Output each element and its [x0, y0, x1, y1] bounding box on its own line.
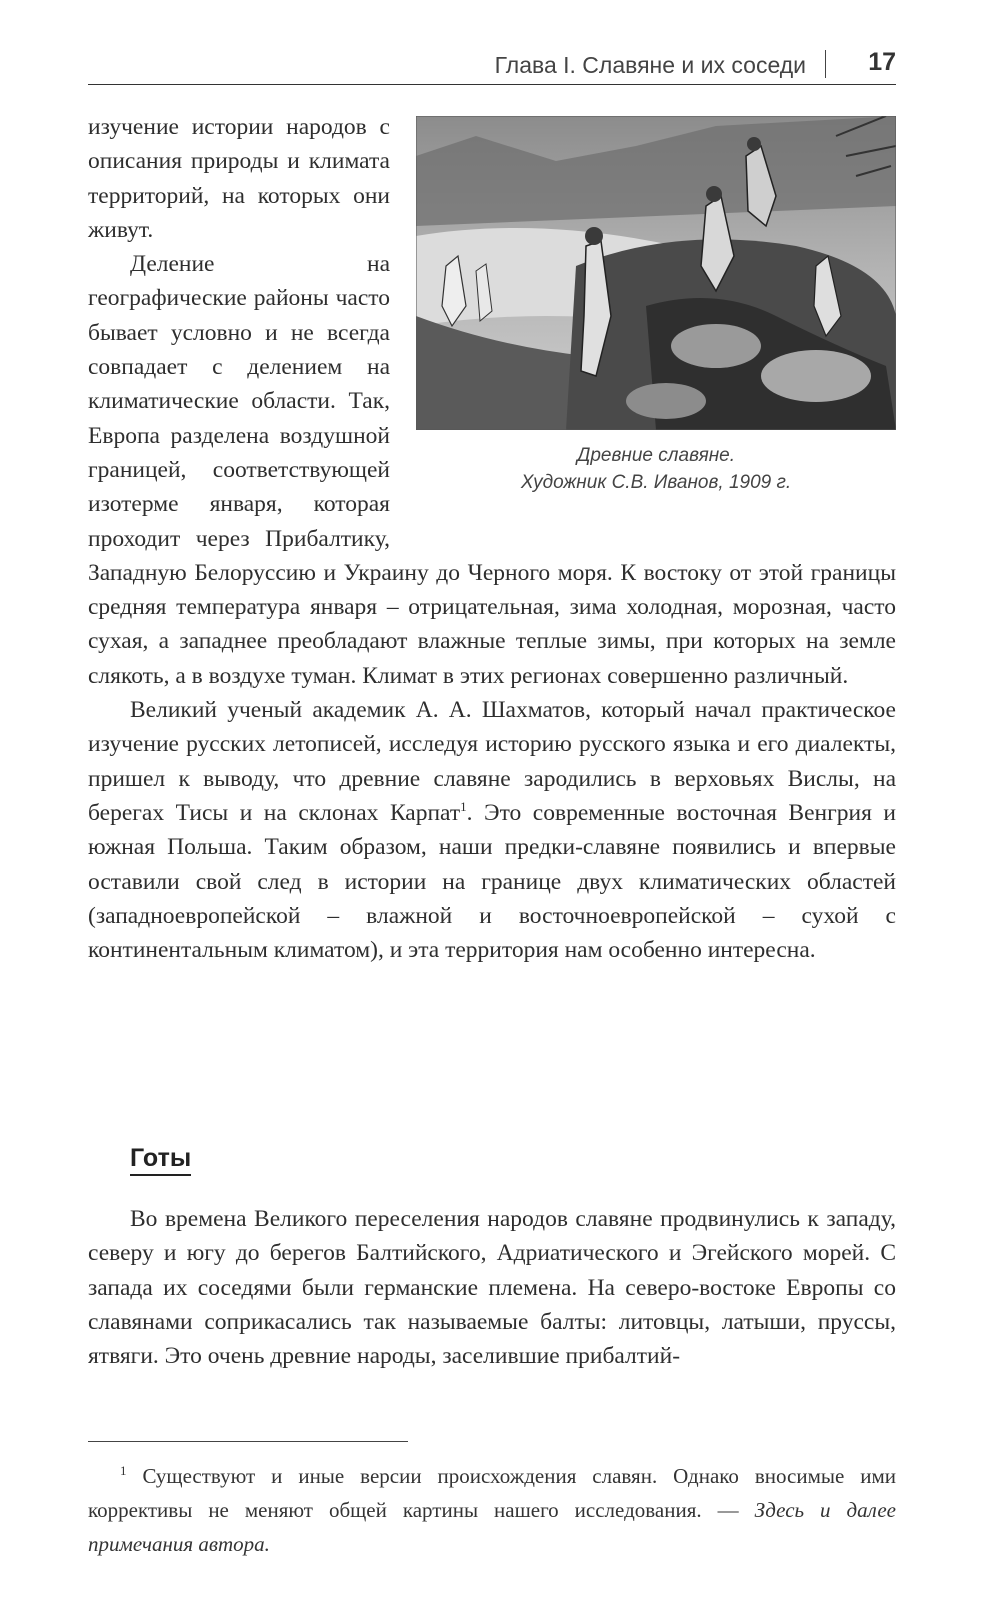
paragraph-3-part-a: Великий ученый академик А. А. Шахматов, который начал практическое изучение русских летописей, исследуя историю русского языка и его диалекты, пришел к выводу, что древние славяне зародились в верховьях Вислы, на берегах Тисы и на склонах Карпат: [88, 697, 896, 826]
figure-wrap-space: [390, 110, 896, 528]
footnote-number: 1: [120, 1463, 127, 1478]
footnote-reference: 1: [460, 799, 467, 815]
section-heading: Готы: [130, 1144, 191, 1176]
footnote-divider: [88, 1441, 408, 1442]
header-separator: [825, 50, 826, 78]
chapter-title: Глава I. Славяне и их соседи: [494, 52, 806, 78]
section-text: [88, 1202, 896, 1373]
paragraph-2: Деление на географические районы часто бывает условно и не всегда совпадает с делением на климатические области. Так, Европа разделена воздушной границей, соответствующей изотерме января, которая проходит через Прибалтику, Западную Белоруссию и Украину до Черного моря. К востоку от этой границы средняя температура января – отрицательная, зима холодная, морозная, часто сухая, а западнее преобладают влажные теплые зимы, при которых на земле слякоть, а в воздухе туман. Климат в этих регионах совершенно различный.: [88, 251, 896, 689]
caption-line-2: Художник С.В. Иванов, 1909 г.: [520, 472, 792, 493]
body-text: [88, 110, 896, 967]
section-paragraph-1: Во времена Великого переселения народов славяне продвинулись к западу, северу и югу до берегов Балтийского, Адриатического и Эгейского морей. С запада их соседями были германские племена. На северо-востоке Европы со славянами соприкасались так называемые балты: литовцы, латыши, пруссы, ятвяги. Это очень древние народы, заселившие прибалтий-: [88, 1206, 896, 1370]
footnote-text: Существуют и иные версии происхождения славян. Однако вносимые ими коррективы не меняют общей картины нашего исследования. —: [88, 1464, 896, 1522]
page-number: 17: [868, 48, 896, 76]
paragraph-3: [88, 693, 896, 967]
caption-line-1: Древние славяне.: [576, 445, 736, 466]
footnote: [88, 1454, 896, 1561]
paragraph-3-part-b: . Это современные восточная Венгрия и южная Польша. Таким образом, наши предки-славяне появились и впервые оставили свой след в истории на границе двух климатических областей (западноевропейской – влажной и восточноевропейской – сухой с континентальным климатом), и эта территория нам особенно интересна.: [88, 799, 896, 964]
footnote-author-note: Здесь и далее примечания автора.: [88, 1498, 896, 1556]
running-header: [88, 48, 896, 85]
paragraph-1: изучение истории народов с описания природы и климата территорий, на которых они живут.: [88, 114, 390, 243]
